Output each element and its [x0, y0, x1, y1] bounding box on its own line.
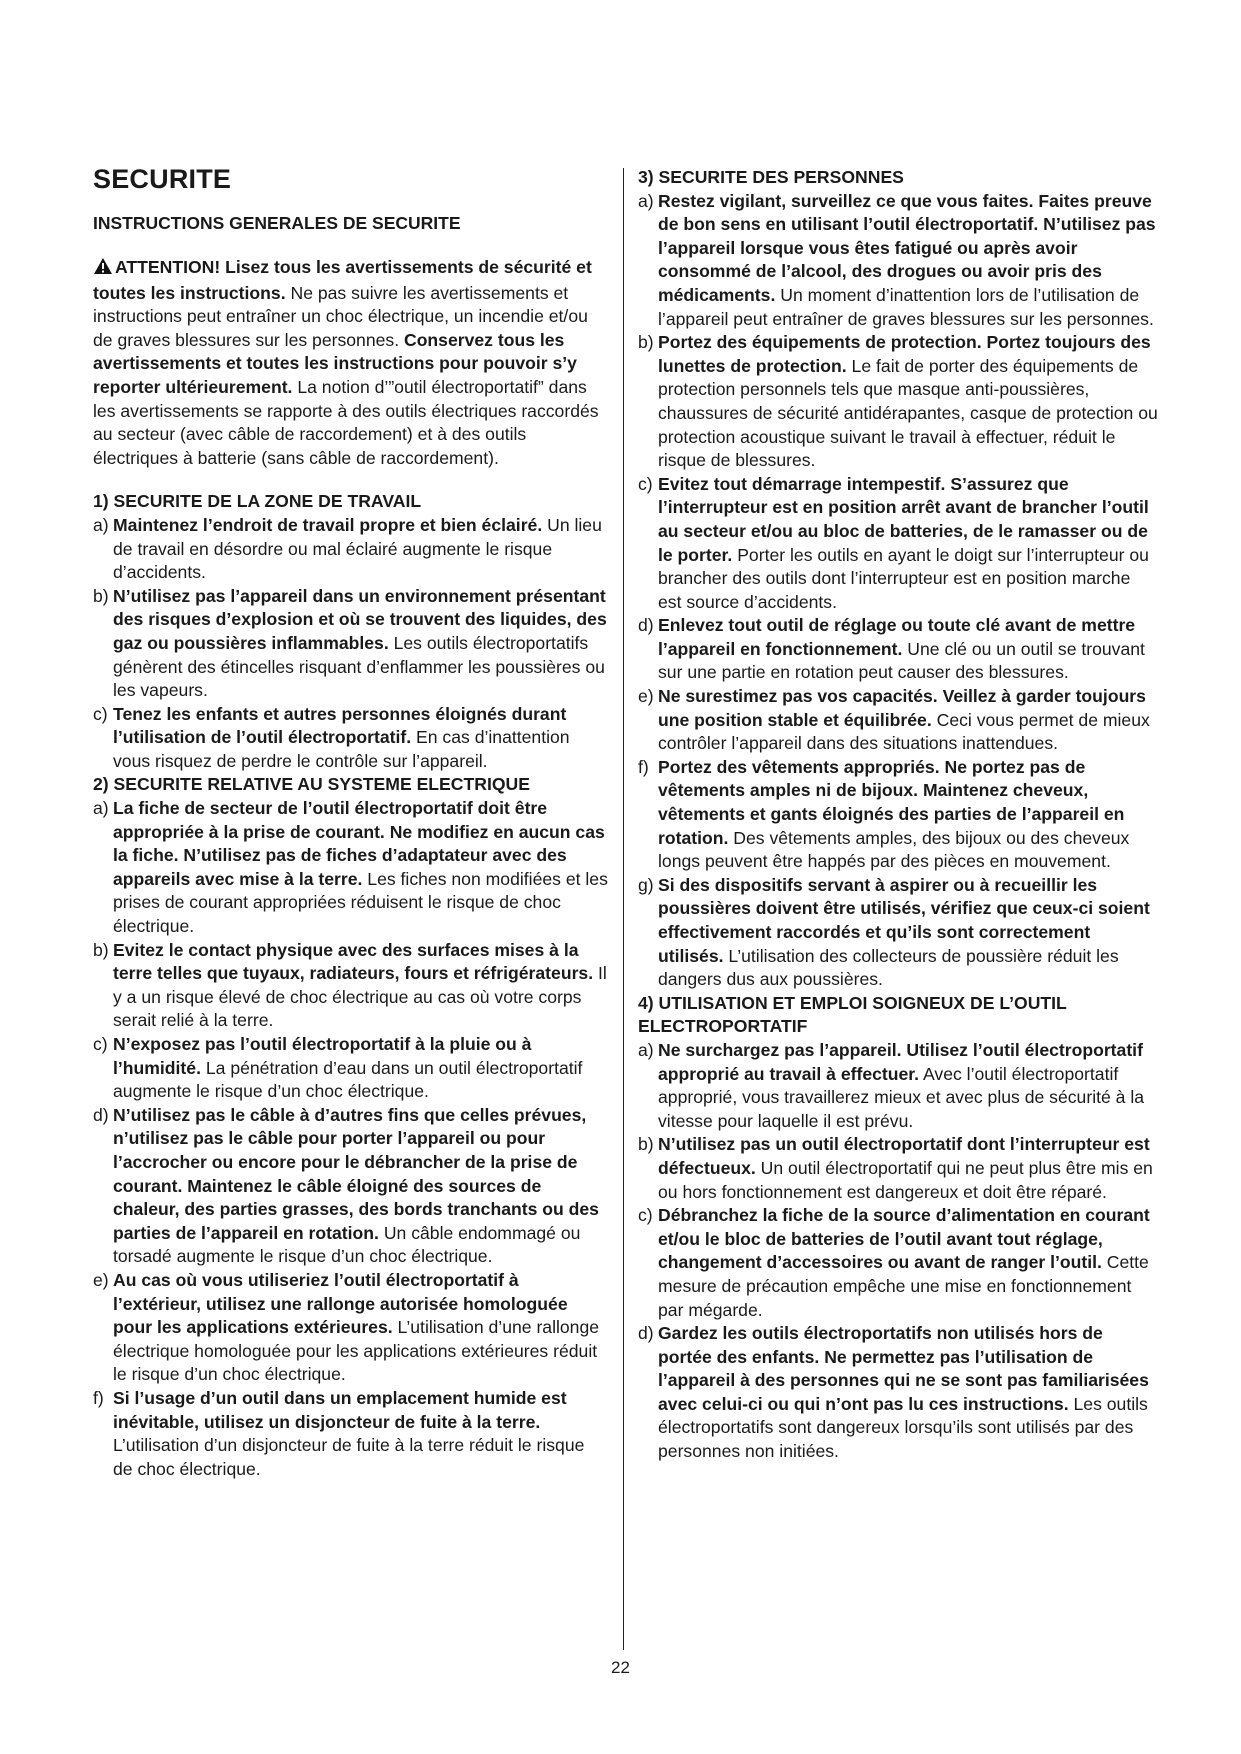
item-text: Un lieu de travail en désordre ou mal éclairé augmente le risque d’accidents.	[113, 514, 602, 583]
list-item	[638, 190, 1158, 332]
item-label: e)	[638, 686, 654, 707]
item-label: f)	[93, 1387, 104, 1408]
item-bold-text: Si l’usage d’un outil dans un emplacement humide est inévitable, utilisez un disjoncteur de fuite à la terre.	[113, 1387, 567, 1432]
item-label: a)	[93, 798, 109, 819]
list-item	[638, 874, 1158, 992]
item-text: Les outils électroportatifs génèrent des étincelles risquant d’enflammer les poussières ou les vapeurs.	[113, 632, 605, 701]
intro-paragraph	[93, 256, 608, 470]
list-item	[93, 1033, 608, 1104]
page-title: SECURITE	[93, 164, 232, 194]
item-label: g)	[638, 874, 654, 895]
item-text: Il y a un risque élevé de choc électrique au cas où votre corps serait relié à la terre.	[113, 963, 607, 1031]
item-bold-text: Ne surestimez pas vos capacités. Veillez à garder toujours une position stable et équilibrée.	[658, 686, 1146, 730]
list-item	[93, 797, 608, 939]
list-item	[638, 1322, 1158, 1464]
list-item	[93, 939, 608, 1033]
item-text: Les outils électroportatifs sont dangereux lorsqu’ils sont utilisés par des personnes non initiées.	[658, 1393, 1148, 1462]
list-item	[638, 1133, 1158, 1204]
item-text: L’utilisation d’une rallonge électrique homologuée pour les applications extérieures réduit le risque d’un choc électrique.	[113, 1317, 600, 1385]
section-heading: 1) SECURITE DE LA ZONE DE TRAVAIL	[93, 491, 422, 512]
intro-text-2: La notion d’”outil électroportatif” dans les avertissements se rapporte à des outils électriques raccordés au secteur (avec câble de raccordement) et à des outils électriques à batterie (sans câble de raccordement).	[93, 376, 599, 468]
list-item	[93, 514, 608, 585]
column-divider	[623, 168, 624, 1650]
item-bold-text: Ne surchargez pas l’appareil. Utilisez l’outil électroportatif approprié au travail à effectuer.	[658, 1039, 1143, 1084]
item-bold-text: Tenez les enfants et autres personnes éloignés durant l’utilisation de l’outil électroportatif.	[113, 703, 567, 748]
item-text: Cette mesure de précaution empêche une mise en fonctionnement par mégarde.	[658, 1252, 1149, 1320]
item-text: Porter les outils en ayant le doigt sur l’interrupteur ou brancher des outils dont l’interrupteur est en position marche est source d’accidents.	[658, 544, 1149, 612]
item-bold-text: Au cas où vous utiliseriez l’outil électroportatif à l’extérieur, utilisez une rallonge autorisée homologuée pour les applications extérieures.	[113, 1269, 568, 1338]
item-label: b)	[93, 939, 109, 960]
item-text: Une clé ou un outil se trouvant sur une partie en rotation peut causer des blessures.	[658, 638, 1145, 683]
item-text: Un outil électroportatif qui ne peut plus être mis en ou hors fonctionnement est dangereux et doit être réparé.	[658, 1157, 1153, 1202]
left-column	[93, 160, 608, 1481]
item-bold-text: Restez vigilant, surveillez ce que vous faites. Faites preuve de bon sens en utilisant l’outil électroportatif. N’utilisez pas l’appareil lorsque vous êtes fatigué ou après avoir consommé de l’alcool, des drogues ou avoir pris des médicaments.	[658, 190, 1156, 305]
list-item	[93, 703, 608, 774]
item-text: Un moment d’inattention lors de l’utilisation de l’appareil peut entraîner de graves blessures sur les personnes.	[658, 284, 1154, 329]
list-item	[93, 1387, 608, 1481]
item-label: a)	[638, 1039, 654, 1060]
item-text: En cas d’inattention vous risquez de perdre le contrôle sur l’appareil.	[113, 727, 570, 771]
item-bold-text: Portez des vêtements appropriés. Ne portez pas de vêtements amples ni de bijoux. Maintenez cheveux, vêtements et gants éloignés des parties de l’appareil en rotation.	[658, 756, 1125, 848]
item-label: b)	[638, 332, 654, 353]
item-bold-text: N’utilisez pas un outil électroportatif dont l’interrupteur est défectueux.	[658, 1134, 1150, 1178]
item-label: e)	[93, 1269, 109, 1290]
item-bold-text: La fiche de secteur de l’outil électroportatif doit être appropriée à la prise de courant. Ne modifiez en aucun cas la fiche. N’utilisez pas de fiches d’adaptateur avec des appareils avec mise à la terre.	[113, 798, 605, 889]
item-label: b)	[638, 1134, 654, 1155]
list-item	[93, 585, 608, 703]
section-heading: 3) SECURITE DES PERSONNES	[638, 167, 904, 187]
item-label: f)	[638, 756, 649, 777]
list-item	[638, 473, 1158, 615]
item-text: Ceci vous permet de mieux contrôler l’appareil dans des situations inattendues.	[658, 709, 1150, 754]
item-bold-text: Evitez tout démarrage intempestif. S’assurez que l’interrupteur est en position arrêt avant de brancher l’outil au secteur et/ou au bloc de batteries, de le ramasser ou de le porter.	[658, 473, 1149, 565]
intro-text-1: Ne pas suivre les avertissements et instructions peut entraîner un choc électrique, un incendie et/ou de graves blessures sur les personnes.	[93, 282, 588, 350]
list-item	[93, 1104, 608, 1269]
item-text: L’utilisation d’un disjoncteur de fuite à la terre réduit le risque de choc électrique.	[113, 1435, 585, 1479]
item-label: d)	[93, 1104, 109, 1125]
list-item	[638, 1039, 1158, 1133]
item-text: Des vêtements amples, des bijoux ou des cheveux longs peuvent être happés par des pièces en mouvement.	[658, 827, 1130, 872]
section-heading: 2) SECURITE RELATIVE AU SYSTEME ELECTRIQUE	[93, 774, 530, 795]
item-bold-text: N’exposez pas l’outil électroportatif à la pluie ou à l’humidité.	[113, 1034, 532, 1078]
item-text: Un câble endommagé ou torsadé augmente le risque d’un choc électrique.	[113, 1222, 581, 1267]
item-bold-text: Débranchez la fiche de la source d’alimentation en courant et/ou le bloc de batteries de l’outil avant tout réglage, changement d’accessoires ou avant de ranger l’outil.	[658, 1205, 1150, 1273]
section-heading: 4) UTILISATION ET EMPLOI SOIGNEUX DE L’OUTIL ELECTROPORTATIF	[638, 992, 1067, 1037]
item-bold-text: Enlevez tout outil de réglage ou toute clé avant de mettre l’appareil en fonctionnement.	[658, 615, 1136, 659]
intro-bold-2: Conservez tous les avertissements et toutes les instructions pour pouvoir s’y reporter ultérieurement.	[93, 329, 577, 397]
item-label: c)	[638, 473, 653, 494]
item-text: La pénétration d’eau dans un outil électroportatif augmente le risque d’un choc électrique.	[113, 1057, 583, 1102]
section-subtitle: INSTRUCTIONS GENERALES DE SECURITE	[93, 213, 461, 233]
page-number: 22	[611, 1658, 630, 1677]
item-label: c)	[93, 703, 108, 724]
item-text: Le fait de porter des équipements de protection personnels tels que masque anti-poussières, chaussures de sécurité antidérapantes, casque de protection ou protection acoustique suivant le travail à effectuer, réduit le risque de blessures.	[658, 355, 1158, 471]
item-bold-text: N’utilisez pas l’appareil dans un environnement présentant des risques d’explosion et où se trouvent des liquides, des gaz ou poussières inflammables.	[113, 585, 607, 653]
item-bold-text: Gardez les outils électroportatifs non utilisés hors de portée des enfants. Ne permettez pas l’utilisation de l’appareil à des personnes qui ne se sont pas familiarisées avec celui-ci ou qui n’ont pas lu ces instructions.	[658, 1323, 1149, 1414]
list-item	[638, 756, 1158, 874]
list-item	[93, 1269, 608, 1387]
item-label: c)	[93, 1034, 108, 1054]
item-bold-text: Evitez le contact physique avec des surfaces mises à la terre telles que tuyaux, radiateurs, fours et réfrigérateurs.	[113, 939, 594, 984]
item-label: d)	[638, 615, 654, 636]
list-item	[638, 685, 1158, 756]
list-item	[638, 331, 1158, 473]
item-label: c)	[638, 1205, 653, 1226]
item-bold-text: Si des dispositifs servant à aspirer ou à recueillir les poussières doivent être utilisés, vérifiez que ceux-ci soient effectivement raccordés et qu’ils sont correctement utilisés.	[658, 874, 1150, 966]
item-bold-text: Maintenez l’endroit de travail propre et bien éclairé.	[113, 514, 543, 535]
item-label: a)	[638, 190, 654, 211]
item-label: b)	[93, 585, 109, 606]
item-bold-text: Portez des équipements de protection. Portez toujours des lunettes de protection.	[658, 332, 1151, 376]
right-sections	[638, 166, 1158, 1464]
list-item	[638, 1204, 1158, 1322]
item-text: Avec l’outil électroportatif approprié, vous travaillerez mieux et avec plus de sécurité à la vitesse pour laquelle il est prévu.	[658, 1063, 1145, 1131]
item-text: L’utilisation des collecteurs de poussière réduit les dangers dus aux poussières.	[658, 945, 1119, 990]
list-item	[638, 614, 1158, 685]
item-label: a)	[93, 514, 109, 535]
item-text: Les fiches non modifiées et les prises de courant appropriées réduisent le risque de choc électrique.	[113, 868, 608, 937]
right-column	[638, 166, 1158, 1464]
left-sections	[93, 490, 608, 1481]
intro-bold-1: ATTENTION! Lisez tous les avertissements de sécurité et toutes les instructions.	[93, 257, 592, 303]
warning-triangle-icon	[93, 257, 113, 282]
item-bold-text: N’utilisez pas le câble à d’autres fins que celles prévues, n’utilisez pas le câble pour porter l’appareil ou pour l’accrocher ou encore pour le débrancher de la prise de courant. Maintenez le câble éloigné des sources de chaleur, des parties grasses, des bords tranchants ou des parties de l’appareil en rotation.	[113, 1104, 599, 1243]
item-label: d)	[638, 1323, 654, 1344]
